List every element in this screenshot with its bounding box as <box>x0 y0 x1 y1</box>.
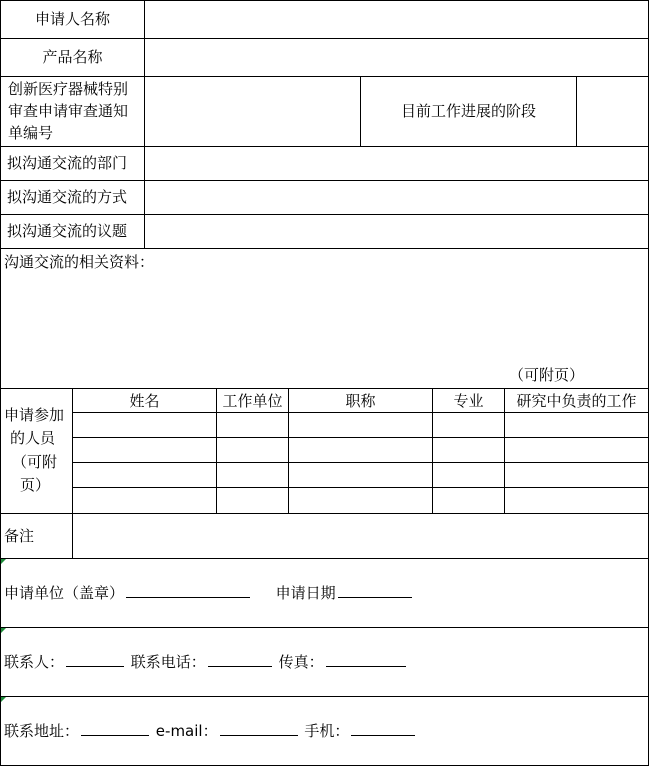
contact-person-label: 联系人： <box>4 653 65 671</box>
header-name: 姓名 <box>129 392 160 410</box>
notice-number-label-line2: 审查申请审查通知 <box>8 102 129 120</box>
cell-marker <box>1 697 6 702</box>
contact-phone-blank[interactable] <box>208 652 272 667</box>
applicant-name-field[interactable] <box>145 1 648 38</box>
notice-number-label-line3: 单编号 <box>8 124 54 142</box>
participant-cell[interactable] <box>289 413 432 437</box>
header-major: 专业 <box>453 392 484 410</box>
contact-phone-label: 联系电话： <box>130 653 206 671</box>
address-row <box>4 720 417 742</box>
department-label: 拟沟通交流的部门 <box>7 154 128 172</box>
mobile-blank[interactable] <box>351 721 415 736</box>
notice-number-field[interactable] <box>145 77 360 146</box>
applicant-unit-blank[interactable] <box>126 583 250 598</box>
participant-cell[interactable] <box>217 488 288 512</box>
grid-line <box>0 0 1 766</box>
topic-field[interactable] <box>145 215 648 248</box>
email-blank[interactable] <box>220 721 298 736</box>
participant-cell[interactable] <box>289 488 432 512</box>
participant-cell[interactable] <box>433 413 504 437</box>
topic-label: 拟沟通交流的议题 <box>7 222 128 240</box>
header-responsibility: 研究中负责的工作 <box>516 392 637 410</box>
email-label: e-mail： <box>155 722 218 740</box>
grid-line <box>0 248 649 249</box>
participant-cell[interactable] <box>505 463 648 487</box>
contact-person-blank[interactable] <box>66 652 124 667</box>
fax-blank[interactable] <box>326 652 406 667</box>
participant-cell[interactable] <box>73 438 216 462</box>
participant-cell[interactable] <box>433 438 504 462</box>
participant-cell[interactable] <box>217 438 288 462</box>
grid-line <box>0 558 649 559</box>
remarks-label: 备注 <box>4 527 35 545</box>
materials-label: 沟通交流的相关资料： <box>4 253 155 271</box>
participants-label-line1: 申请参加 <box>4 406 65 424</box>
contact-row <box>4 651 408 673</box>
method-label: 拟沟通交流的方式 <box>7 188 128 206</box>
header-title: 职称 <box>345 392 376 410</box>
materials-note: （可附页） <box>509 366 585 384</box>
grid-line <box>0 696 649 697</box>
apply-date-label: 申请日期 <box>275 584 336 602</box>
applicant-unit-label: 申请单位（盖章） <box>4 584 125 602</box>
product-name-label: 产品名称 <box>42 48 103 66</box>
participant-cell[interactable] <box>505 488 648 512</box>
participants-label-line2: 的人员 <box>10 429 56 447</box>
participants-label-line4: 页） <box>20 476 51 494</box>
participant-cell[interactable] <box>433 463 504 487</box>
applicant-unit-row <box>4 582 414 604</box>
grid-line <box>0 388 649 389</box>
applicant-name-label: 申请人名称 <box>34 10 110 28</box>
fax-label: 传真： <box>278 653 324 671</box>
header-work-unit: 工作单位 <box>222 392 283 410</box>
participant-cell[interactable] <box>73 413 216 437</box>
participant-cell[interactable] <box>73 488 216 512</box>
grid-line <box>0 627 649 628</box>
cell-marker <box>1 628 6 633</box>
participants-label-line3: （可附 <box>12 453 58 471</box>
participant-cell[interactable] <box>217 413 288 437</box>
apply-date-blank[interactable] <box>338 583 412 598</box>
participant-cell[interactable] <box>505 413 648 437</box>
cell-marker <box>1 559 6 564</box>
method-field[interactable] <box>145 181 648 214</box>
address-blank[interactable] <box>81 721 149 736</box>
current-stage-label: 目前工作进展的阶段 <box>400 102 536 120</box>
current-stage-field[interactable] <box>577 77 648 146</box>
participant-cell[interactable] <box>73 463 216 487</box>
materials-field[interactable] <box>1 272 648 362</box>
mobile-label: 手机： <box>304 722 350 740</box>
department-field[interactable] <box>145 147 648 180</box>
participant-cell[interactable] <box>289 438 432 462</box>
notice-number-label-line1: 创新医疗器械特别 <box>8 80 129 98</box>
product-name-field[interactable] <box>145 39 648 76</box>
remarks-field[interactable] <box>73 514 648 558</box>
participant-cell[interactable] <box>217 463 288 487</box>
participant-cell[interactable] <box>433 488 504 512</box>
address-label: 联系地址： <box>4 722 80 740</box>
participant-cell[interactable] <box>289 463 432 487</box>
participant-cell[interactable] <box>505 438 648 462</box>
